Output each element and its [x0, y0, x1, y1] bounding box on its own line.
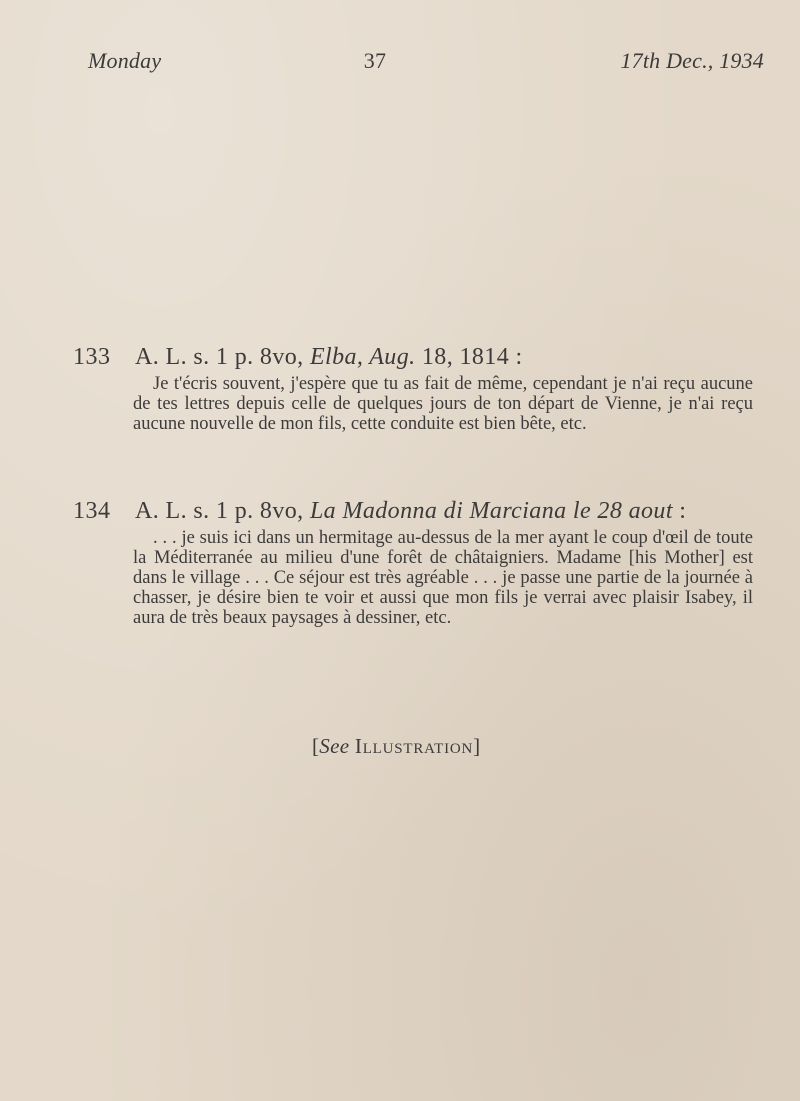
lot-description-prefix: A. L. s. 1 p. 8vo, [135, 344, 310, 370]
lot-heading [73, 496, 753, 526]
bracket-open: [ [312, 734, 320, 758]
running-head-date: 17th Dec., 1934 [620, 48, 764, 73]
illustration-reference [312, 734, 480, 759]
lot-quote: . . . je suis ici dans un hermitage au-dessus de la mer ayant le coup d'œil de toute la Méditerranée au milieu d'une forêt de châtaigniers. Madame [his Mother] est dans le village . . . Ce séjour est très agréable . . . je passe une partie de la journée à chasser, je désire bien te voir et aussi que mon fils je verrai avec plaisir Isabey, il aura de très beaux paysages à dessiner, etc. [133, 528, 753, 628]
illustration-word: Illustration [354, 734, 474, 758]
lot-entry [73, 496, 753, 628]
lot-description-suffix: 18, 1814 : [415, 344, 523, 370]
lot-description-suffix: : [672, 498, 687, 524]
lot-description [135, 498, 686, 524]
bracket-close: ] [473, 734, 481, 758]
lot-number: 133 [73, 344, 111, 370]
lot-description-place: Elba, Aug. [309, 344, 416, 370]
see-word: See [319, 734, 350, 758]
lot-description-place: La Madonna di Marciana le 28 aout [309, 498, 673, 524]
running-head-day: Monday [88, 48, 162, 73]
page-number: 37 [363, 48, 387, 73]
running-head [88, 48, 764, 84]
lot-description [135, 344, 523, 370]
lot-entry [73, 342, 753, 434]
lot-description-prefix: A. L. s. 1 p. 8vo, [135, 498, 310, 524]
lot-number: 134 [73, 498, 111, 524]
lot-heading [73, 342, 753, 372]
lot-quote: Je t'écris souvent, j'espère que tu as fait de même, cependant je n'ai reçu aucune de tes lettres depuis celle de quelques jours de ton départ de Vienne, je n'ai reçu aucune nouvelle de mon fils, cette conduite est bien bête, etc. [133, 374, 753, 434]
